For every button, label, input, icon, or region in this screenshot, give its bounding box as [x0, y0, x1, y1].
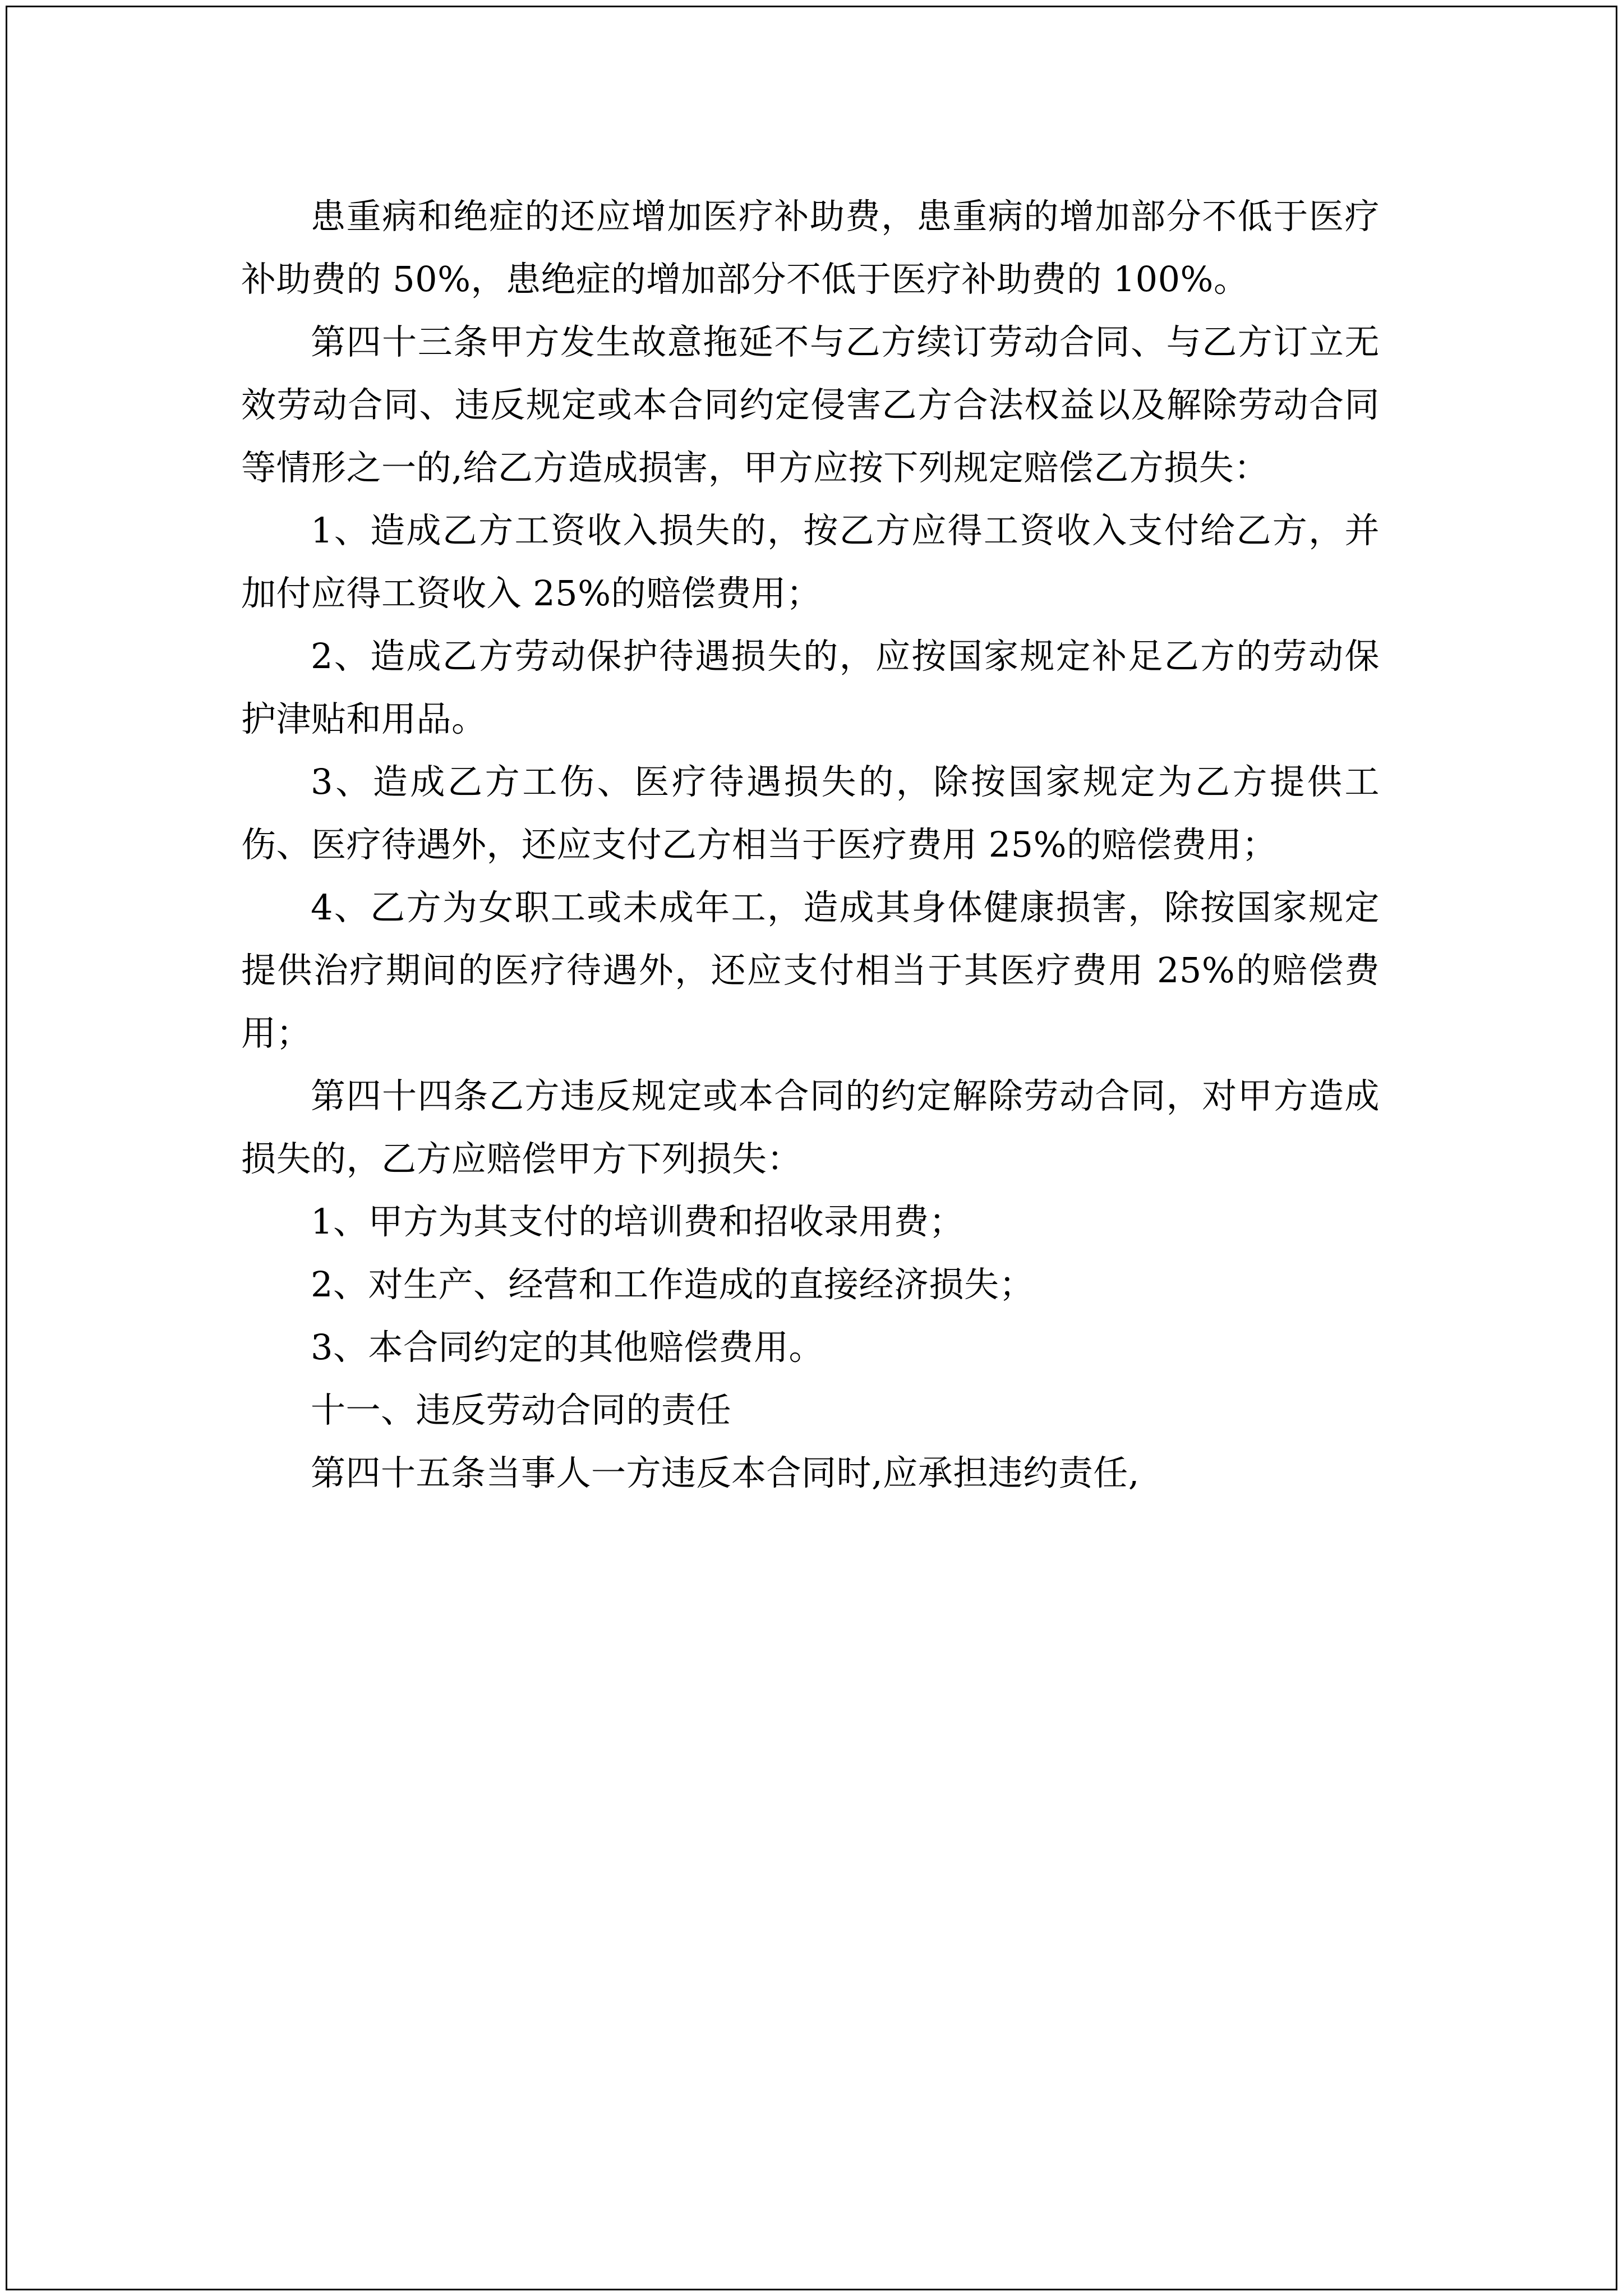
paragraph: 2、对生产、经营和工作造成的直接经济损失； — [311, 1264, 1034, 1305]
paragraph: 十一、违反劳动合同的责任 — [311, 1389, 732, 1430]
paragraph: 患重病和绝症的还应增加医疗补助费，患重病的增加部分不低于医疗补助费的 50%，患绝症的增加部分不低于医疗补助费的 100%。 — [241, 196, 1380, 300]
document-body — [241, 185, 1380, 1504]
paragraph: 4、乙方为女职工或未成年工，造成其身体健康损害，除按国家规定提供治疗期间的医疗待遇外，还应支付相当于其医疗费用 25%的赔偿费用； — [241, 887, 1380, 1053]
paragraph: 3、造成乙方工伤、医疗待遇损失的，除按国家规定为乙方提供工伤、医疗待遇外，还应支付乙方相当于医疗费用 25%的赔偿费用； — [241, 761, 1380, 865]
paragraph: 第四十三条甲方发生故意拖延不与乙方续订劳动合同、与乙方订立无效劳动合同、违反规定或本合同约定侵害乙方合法权益以及解除劳动合同等情形之一的,给乙方造成损害，甲方应按下列规定赔偿乙方损失： — [241, 321, 1380, 488]
paragraph: 第四十四条乙方违反规定或本合同的约定解除劳动合同，对甲方造成损失的，乙方应赔偿甲方下列损失： — [241, 1075, 1380, 1179]
paragraph: 3、本合同约定的其他赔偿费用。 — [311, 1327, 824, 1368]
paragraph: 1、造成乙方工资收入损失的，按乙方应得工资收入支付给乙方，并加付应得工资收入 25%的赔偿费用； — [241, 510, 1380, 614]
paragraph: 第四十五条当事人一方违反本合同时,应承担违约责任, — [311, 1452, 1140, 1493]
paragraph: 2、造成乙方劳动保护待遇损失的，应按国家规定补足乙方的劳动保护津贴和用品。 — [241, 636, 1380, 739]
paragraph: 1、甲方为其支付的培训费和招收录用费； — [311, 1201, 964, 1242]
